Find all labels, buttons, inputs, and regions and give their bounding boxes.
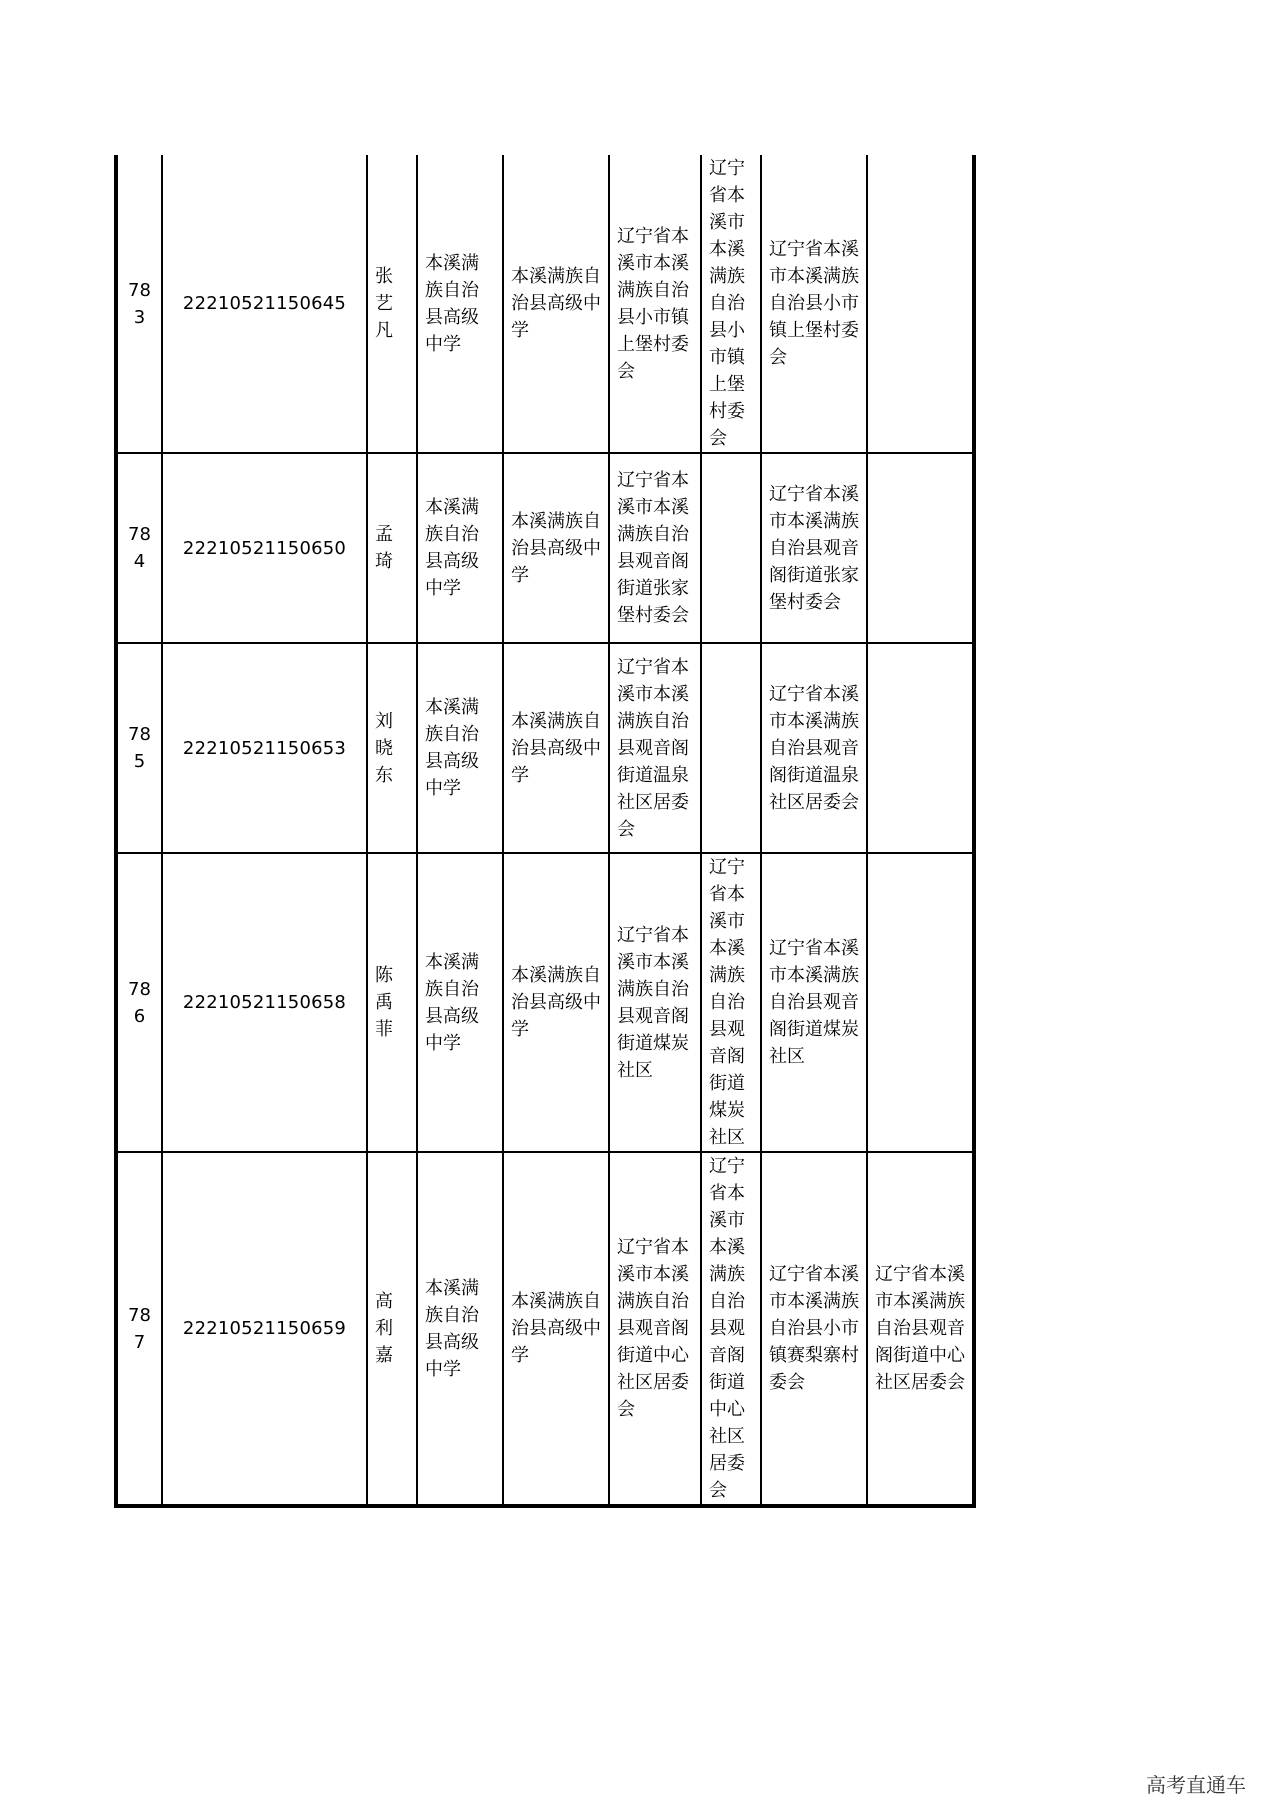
address-2-cell: 辽宁省本溪市本溪满族自治县小市镇上堡村委会 [701, 155, 761, 453]
name-cell: 孟琦 [367, 453, 417, 643]
school-cell: 本溪满族自治县高级中学 [417, 453, 503, 643]
address-4-cell [867, 643, 974, 853]
school-cell: 本溪满族自治县高级中学 [417, 155, 503, 453]
exam-id-cell: 22210521150650 [162, 453, 367, 643]
unit-cell: 本溪满族自治县高级中学 [503, 453, 609, 643]
school-cell: 本溪满族自治县高级中学 [417, 853, 503, 1152]
address-1-cell: 辽宁省本溪市本溪满族自治县观音阁街道张家堡村委会 [609, 453, 701, 643]
seq-cell: 783 [116, 155, 162, 453]
exam-id-cell: 22210521150653 [162, 643, 367, 853]
table-row [116, 853, 974, 1152]
exam-id-cell: 22210521150658 [162, 853, 367, 1152]
name-cell: 陈禹菲 [367, 853, 417, 1152]
student-roster-table [114, 155, 976, 1508]
address-4-cell [867, 853, 974, 1152]
address-1-cell: 辽宁省本溪市本溪满族自治县观音阁街道煤炭社区 [609, 853, 701, 1152]
address-4-cell: 辽宁省本溪市本溪满族自治县观音阁街道中心社区居委会 [867, 1152, 974, 1506]
seq-cell: 785 [116, 643, 162, 853]
seq-cell: 786 [116, 853, 162, 1152]
exam-id-cell: 22210521150645 [162, 155, 367, 453]
address-3-cell: 辽宁省本溪市本溪满族自治县观音阁街道温泉社区居委会 [761, 643, 867, 853]
address-4-cell [867, 453, 974, 643]
address-3-cell: 辽宁省本溪市本溪满族自治县观音阁街道煤炭社区 [761, 853, 867, 1152]
address-3-cell: 辽宁省本溪市本溪满族自治县观音阁街道张家堡村委会 [761, 453, 867, 643]
address-1-cell: 辽宁省本溪市本溪满族自治县观音阁街道温泉社区居委会 [609, 643, 701, 853]
seq-cell: 787 [116, 1152, 162, 1506]
unit-cell: 本溪满族自治县高级中学 [503, 643, 609, 853]
table-row [116, 1152, 974, 1506]
unit-cell: 本溪满族自治县高级中学 [503, 1152, 609, 1506]
school-cell: 本溪满族自治县高级中学 [417, 1152, 503, 1506]
address-1-cell: 辽宁省本溪市本溪满族自治县观音阁街道中心社区居委会 [609, 1152, 701, 1506]
table-row [116, 453, 974, 643]
name-cell: 张艺凡 [367, 155, 417, 453]
address-3-cell: 辽宁省本溪市本溪满族自治县小市镇上堡村委会 [761, 155, 867, 453]
address-4-cell [867, 155, 974, 453]
table-row [116, 155, 974, 453]
seq-cell: 784 [116, 453, 162, 643]
table-row [116, 643, 974, 853]
address-2-cell: 辽宁省本溪市本溪满族自治县观音阁街道煤炭社区 [701, 853, 761, 1152]
unit-cell: 本溪满族自治县高级中学 [503, 853, 609, 1152]
school-cell: 本溪满族自治县高级中学 [417, 643, 503, 853]
name-cell: 高利嘉 [367, 1152, 417, 1506]
address-2-cell: 辽宁省本溪市本溪满族自治县观音阁街道中心社区居委会 [701, 1152, 761, 1506]
address-2-cell [701, 453, 761, 643]
name-cell: 刘晓东 [367, 643, 417, 853]
address-1-cell: 辽宁省本溪市本溪满族自治县小市镇上堡村委会 [609, 155, 701, 453]
unit-cell: 本溪满族自治县高级中学 [503, 155, 609, 453]
watermark-text: 高考直通车 [1146, 1773, 1246, 1797]
exam-id-cell: 22210521150659 [162, 1152, 367, 1506]
address-2-cell [701, 643, 761, 853]
address-3-cell: 辽宁省本溪市本溪满族自治县小市镇赛梨寨村委会 [761, 1152, 867, 1506]
